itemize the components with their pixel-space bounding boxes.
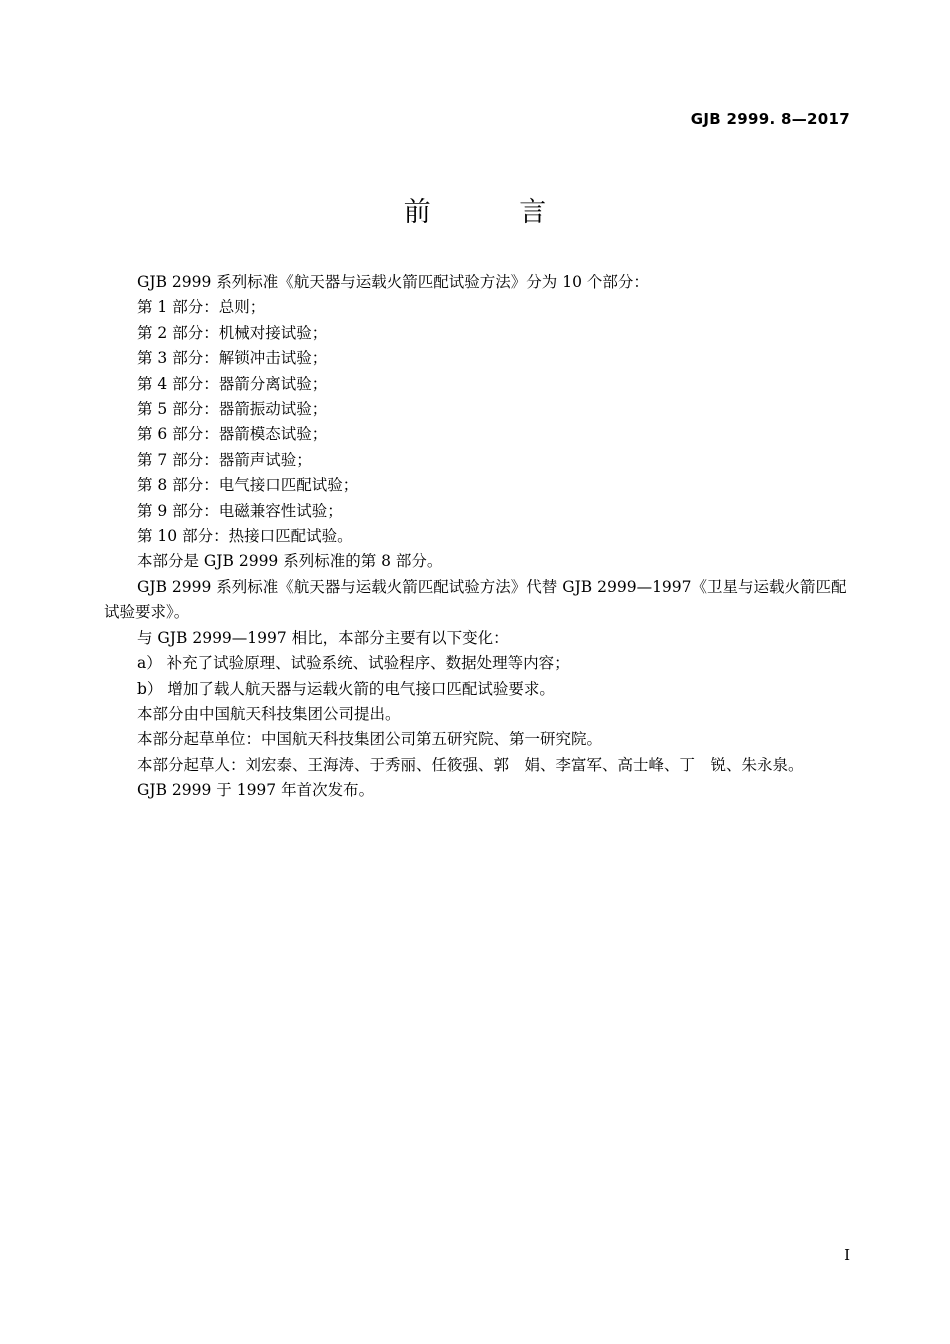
page-number: I [844,1246,850,1264]
paragraph: 本部分起草人：刘宏泰、王海涛、于秀丽、任筱强、郭 娟、李富军、高士峰、丁 锐、朱永泉。 [137,755,804,774]
paragraph: 第 9 部分：电磁兼容性试验； [137,501,343,520]
paragraph: 与 GJB 2999—1997 相比，本部分主要有以下变化： [137,628,509,647]
paragraph: GJB 2999 系列标准《航天器与运载火箭匹配试验方法》分为 10 个部分： [137,273,649,291]
paragraph: 第 3 部分：解锁冲击试验； [137,349,328,368]
paragraph: 第 1 部分：总则； [137,298,266,317]
page-title: 前 言 [403,197,587,228]
paragraph: 第 5 部分：器箭振动试验； [137,400,328,419]
paragraph: 本部分起草单位：中国航天科技集团公司第五研究院、第一研究院。 [137,730,603,749]
paragraph: 第 4 部分：器箭分离试验； [137,374,328,393]
paragraph: GJB 2999 于 1997 年首次发布。 [137,781,375,800]
paragraph: 本部分是 GJB 2999 系列标准的第 8 部分。 [137,552,443,571]
standard-number: GJB 2999. 8—2017 [690,110,850,128]
paragraph: 第 10 部分：热接口匹配试验。 [137,527,353,546]
paragraph: 第 8 部分：电气接口匹配试验； [137,476,359,495]
paragraph: 第 7 部分：器箭声试验； [137,450,312,469]
paragraph: 本部分由中国航天科技集团公司提出。 [137,704,401,723]
paragraph: 第 6 部分：器箭模态试验； [137,425,328,444]
paragraph: b） 增加了载人航天器与运载火箭的电气接口匹配试验要求。 [137,679,555,698]
foreword-body [104,270,850,804]
paragraph: a） 补充了试验原理、试验系统、试验程序、数据处理等内容； [137,654,570,673]
paragraph: GJB 2999 系列标准《航天器与运载火箭匹配试验方法》代替 GJB 2999—1997《卫星与运载火箭匹配试验要求》。 [104,577,847,622]
paragraph: 第 2 部分：机械对接试验； [137,323,328,342]
